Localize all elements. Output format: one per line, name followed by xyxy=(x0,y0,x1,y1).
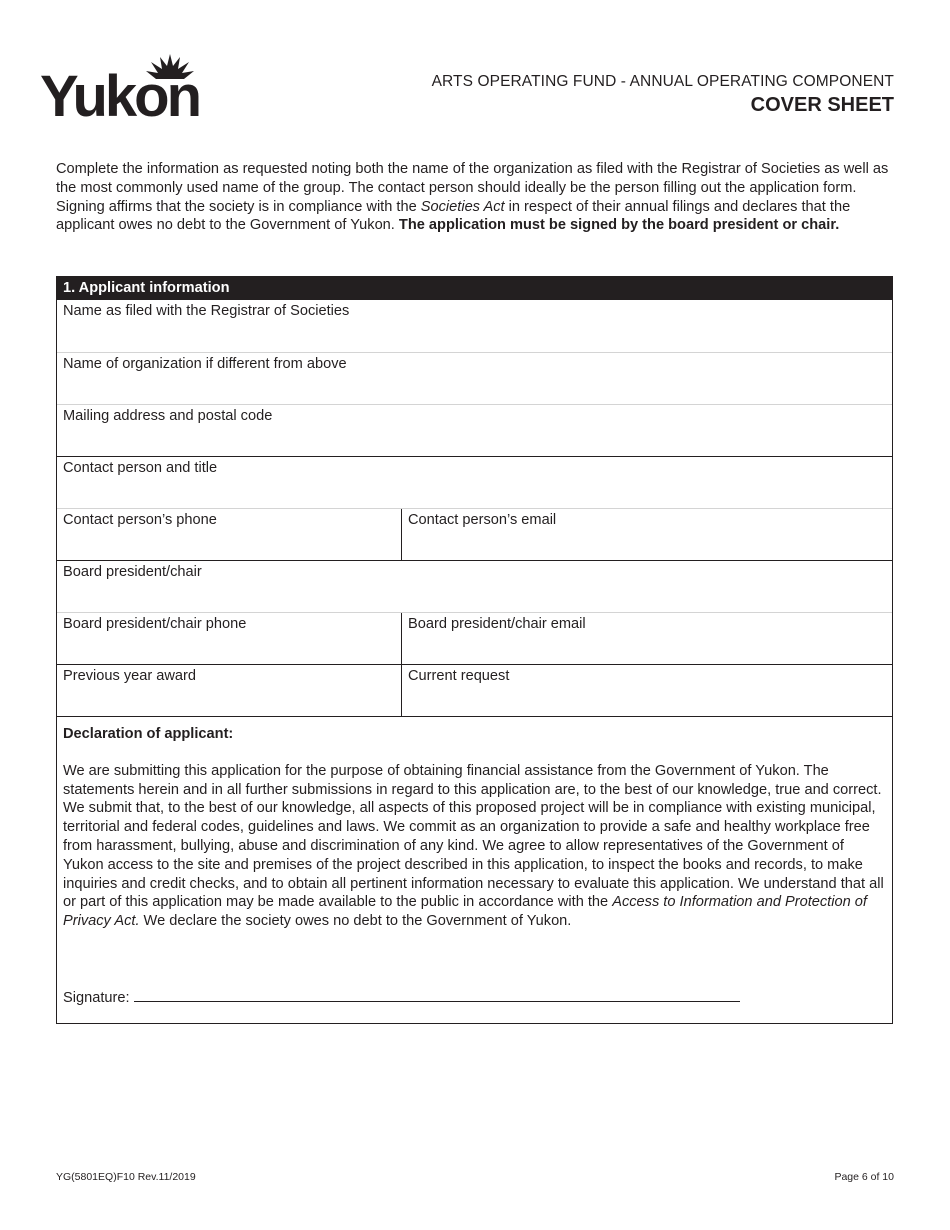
declaration-text-2: We declare the society owes no debt to the Government of Yukon. xyxy=(139,913,572,930)
board-email-field[interactable] xyxy=(401,613,892,664)
registrar-name-field[interactable] xyxy=(57,300,892,352)
declaration-title: Declaration of applicant: xyxy=(63,726,234,742)
registrar-name-label: Name as filed with the Registrar of Societies xyxy=(63,303,350,319)
signature-label: Signature: xyxy=(63,990,130,1006)
logo-wordmark: Yukon xyxy=(40,64,200,129)
board-president-label: Board president/chair xyxy=(63,564,202,580)
org-name-field[interactable] xyxy=(57,353,892,404)
contact-email-field[interactable] xyxy=(401,509,892,560)
intro-act-name: Societies Act xyxy=(420,198,505,215)
board-phone-field[interactable] xyxy=(57,613,401,664)
contact-email-label: Contact person’s email xyxy=(408,512,557,528)
org-name-label: Name of organization if different from above xyxy=(63,356,347,372)
org-name-row xyxy=(57,352,892,404)
board-phone-label: Board president/chair phone xyxy=(63,616,247,632)
intro-text-2: in respect of their annual filings and declares that the applicant owes no debt to the Government of Yukon. xyxy=(56,198,851,234)
intro-paragraph xyxy=(56,160,898,235)
mailing-address-label: Mailing address and postal code xyxy=(63,408,273,424)
contact-phone-label: Contact person’s phone xyxy=(63,512,217,528)
mailing-address-field[interactable] xyxy=(57,405,892,456)
mailing-address-row xyxy=(57,404,892,456)
previous-award-field[interactable] xyxy=(57,665,401,716)
form-subtitle: ARTS OPERATING FUND - ANNUAL OPERATING COMPONENT xyxy=(431,73,894,90)
applicant-form xyxy=(56,276,893,1024)
form-code: YG(5801EQ)F10 Rev.11/2019 xyxy=(56,1171,196,1183)
signature-field[interactable] xyxy=(134,987,740,1002)
contact-details-row xyxy=(57,508,892,560)
signature-row xyxy=(63,987,740,1008)
contact-person-row xyxy=(57,456,892,508)
contact-phone-field[interactable] xyxy=(57,509,401,560)
declaration-text-1: We are submitting this application for the purpose of obtaining financial assistance from the Government of Yukon. The statements herein and in all further submissions in regard to this application are, to the best of our knowledge, true and correct. We submit that, to the best of our knowledge, all aspects of this proposed project will be in compliance with existing municipal, territorial and federal codes, guidelines and laws. We commit as an organization to provide a safe and healthy workplace free from harassment, bullying, abuse and discrimination of any kind. We agree to allow representatives of the Government of Yukon access to the site and premises of the project described in this application, to inspect the books and records, to make inquiries and credit checks, and to obtain all pertinent information necessary to evaluate this application. We understand that all or part of this application may be made available to the public in accordance with the xyxy=(63,762,884,911)
board-president-row xyxy=(57,560,892,612)
board-email-label: Board president/chair email xyxy=(408,616,586,632)
current-request-field[interactable] xyxy=(401,665,892,716)
page-title: COVER SHEET xyxy=(750,94,894,116)
declaration-text xyxy=(63,762,886,931)
contact-person-label: Contact person and title xyxy=(63,460,218,476)
yukon-logo xyxy=(40,50,212,129)
declaration-act-name: Access to Information and Protection of Privacy Act. xyxy=(63,894,867,930)
intro-text-1: Complete the information as requested noting both the name of the organization as filed with the Registrar of Societies as well as the most commonly used name of the group. The contact person should ideally be the person filling out the application form. Signing affirms that the society is in compliance with the xyxy=(56,161,889,215)
page-number: Page 6 of 10 xyxy=(834,1171,894,1183)
current-request-label: Current request xyxy=(408,668,510,684)
declaration-section xyxy=(57,716,892,1023)
board-president-field[interactable] xyxy=(57,561,892,612)
intro-signing-requirement: The application must be signed by the board president or chair. xyxy=(398,217,840,234)
contact-person-field[interactable] xyxy=(57,457,892,508)
board-details-row xyxy=(57,612,892,664)
previous-award-label: Previous year award xyxy=(63,668,197,684)
registrar-name-row xyxy=(57,300,892,352)
section-header: 1. Applicant information xyxy=(57,276,892,300)
funding-row xyxy=(57,664,892,716)
